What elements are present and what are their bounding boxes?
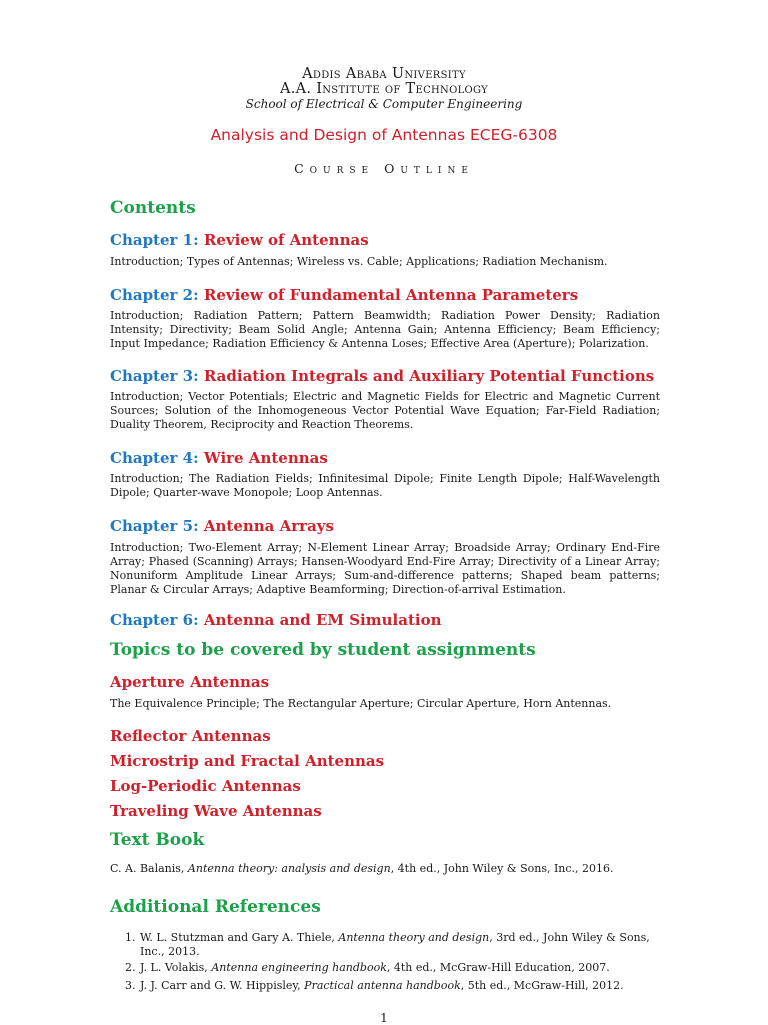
outline-label: Course Outline: [294, 161, 474, 176]
reference-item: [110, 979, 660, 993]
institute-name: A.A. Institute of Technology: [279, 81, 489, 97]
chapter-title: Antenna and EM Simulation: [203, 611, 442, 629]
chapter-title: Wire Antennas: [203, 449, 328, 467]
textbook-heading: Text Book: [110, 830, 205, 850]
reference-details: , 4th ed., McGraw-Hill Education, 2007.: [386, 961, 610, 974]
chapter-number: Chapter 3:: [110, 367, 199, 385]
reference-title: Practical antenna handbook: [304, 979, 461, 992]
page-number: 1: [380, 1011, 388, 1025]
references-heading: Additional References: [110, 897, 321, 917]
chapter-2: [110, 286, 660, 304]
chapter-number: Chapter 1:: [110, 231, 199, 249]
chapter-3: [110, 367, 660, 385]
chapter-title: Antenna Arrays: [203, 517, 334, 535]
chapter-heading: [110, 367, 660, 385]
chapter-number: Chapter 5:: [110, 517, 199, 535]
contents-heading: Contents: [110, 198, 196, 218]
university-name: Addis Ababa University: [302, 66, 466, 82]
textbook-details: , 4th ed., John Wiley & Sons, Inc., 2016.: [390, 862, 614, 875]
topic-heading: Log-Periodic Antennas: [110, 777, 301, 795]
course-title: Analysis and Design of Antennas ECEG-6308: [210, 126, 558, 144]
textbook-authors: C. A. Balanis,: [110, 862, 188, 875]
chapter-title: Review of Antennas: [203, 231, 369, 249]
chapter-description: Introduction; Radiation Pattern; Pattern Beamwidth; Radiation Power Density; Radiation Intensity; Directivity; Beam Solid Angle; Antenna Gain; Antenna Efficiency; Beam Efficiency; Input Impedance; Radiation Efficiency & Antenna Loses; Effective Area (Aperture); Polarization.: [110, 309, 660, 350]
reference-number: 3.: [125, 979, 136, 992]
chapter-6: [110, 611, 660, 629]
chapter-4: [110, 449, 660, 467]
chapter-title: Radiation Integrals and Auxiliary Potential Functions: [203, 367, 655, 385]
chapter-heading: [110, 517, 660, 535]
textbook-title: Antenna theory: analysis and design: [187, 862, 391, 875]
reference-authors: J. J. Carr and G. W. Hippisley,: [140, 979, 305, 992]
assignments-heading: Topics to be covered by student assignments: [110, 640, 536, 660]
chapter-title: Review of Fundamental Antenna Parameters: [203, 286, 579, 304]
reference-authors: J. L. Volakis,: [140, 961, 212, 974]
reference-number: 2.: [125, 961, 136, 974]
topic-heading: Reflector Antennas: [110, 727, 271, 745]
chapter-heading: [110, 449, 660, 467]
reference-item: [110, 961, 660, 975]
chapter-number: Chapter 2:: [110, 286, 199, 304]
reference-authors: W. L. Stutzman and Gary A. Thiele,: [140, 931, 339, 944]
chapter-1: [110, 231, 660, 249]
chapter-description: Introduction; The Radiation Fields; Infinitesimal Dipole; Finite Length Dipole; Half-Wavelength Dipole; Quarter-wave Monopole; Loop Antennas.: [110, 472, 660, 499]
chapter-description: Introduction; Types of Antennas; Wireless vs. Cable; Applications; Radiation Mechanism.: [110, 255, 608, 268]
chapter-5: [110, 517, 660, 535]
textbook-citation: [110, 862, 660, 876]
topic-heading: Traveling Wave Antennas: [110, 802, 322, 820]
aperture-antennas-description: The Equivalence Principle; The Rectangular Aperture; Circular Aperture, Horn Antennas.: [110, 697, 612, 710]
topic-heading: Microstrip and Fractal Antennas: [110, 752, 385, 770]
reference-details: , 5th ed., McGraw-Hill, 2012.: [460, 979, 624, 992]
school-name: School of Electrical & Computer Engineering: [245, 97, 523, 111]
reference-title: Antenna engineering handbook: [211, 961, 387, 974]
reference-number: 1.: [125, 931, 136, 944]
chapter-description: Introduction; Vector Potentials; Electric and Magnetic Fields for Electric and Magnetic Current Sources; Solution of the Inhomogeneous Vector Potential Wave Equation; Far-Field Radiation; Duality Theorem, Reciprocity and Reaction Theorems.: [110, 390, 660, 431]
aperture-antennas-heading: Aperture Antennas: [110, 673, 270, 691]
chapter-description: Introduction; Two-Element Array; N-Element Linear Array; Broadside Array; Ordinary End-Fire Array; Phased (Scanning) Arrays; Hansen-Woodyard End-Fire Array; Directivity of a Linear Array; Nonuniform Amplitude Linear Arrays; Sum-and-difference patterns; Shaped beam patterns; Planar & Circular Arrays; Adaptive Beamforming; Direction-of-arrival Estimation.: [110, 541, 660, 596]
chapter-heading: [110, 231, 660, 249]
chapter-heading: [110, 286, 660, 304]
reference-item: [110, 931, 660, 959]
chapter-number: Chapter 4:: [110, 449, 199, 467]
reference-details: , 3rd ed., John Wiley & Sons, Inc., 2013.: [140, 931, 650, 958]
chapter-heading: [110, 611, 660, 629]
reference-title: Antenna theory and design: [338, 931, 490, 944]
chapter-number: Chapter 6:: [110, 611, 199, 629]
